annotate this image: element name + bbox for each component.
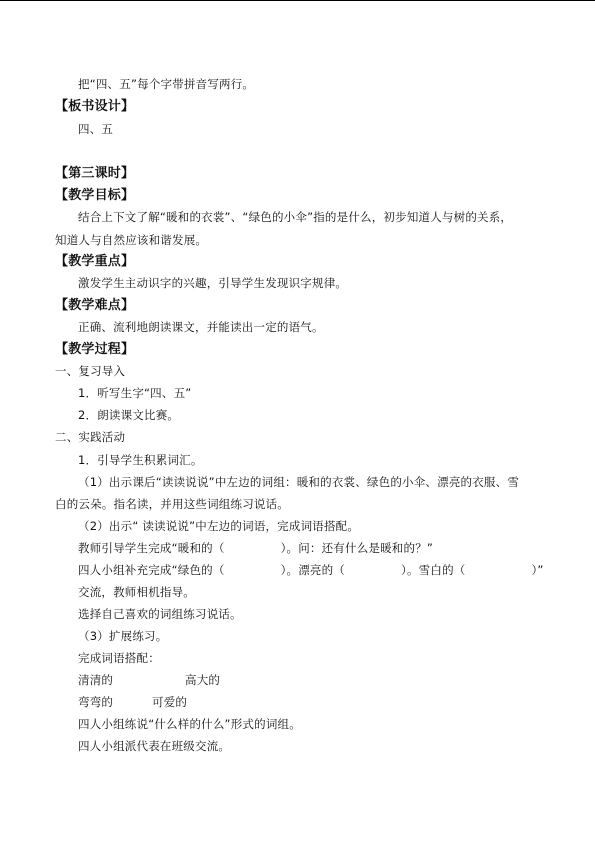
objectives-text-2: 知道人与自然应该和谐发展。 — [55, 233, 208, 247]
section-heading-objectives: 【教学目标】 — [55, 188, 135, 203]
group-line-part-3: ）。雪白的（ — [401, 563, 466, 577]
exchange-text: 交流，教师相机指导。 — [78, 585, 195, 599]
class-exchange-text: 四人小组派代表在班级交流。 — [78, 739, 231, 753]
word-keai: 可爱的 — [152, 695, 188, 709]
item-2-text: （2）出示“ 读读说说”中左边的词语，完成词语搭配。 — [78, 519, 360, 533]
section-heading-board-design: 【板书设计】 — [55, 99, 135, 114]
word-qingqing: 清清的 — [78, 673, 114, 687]
step-two-item-1: 1．引导学生积累词汇。 — [78, 453, 203, 467]
key-points-text: 激发学生主动识字的兴趣，引导学生发现识字规律。 — [78, 276, 348, 290]
step-one-item-2: 2．朗读课文比赛。 — [78, 408, 180, 422]
section-heading-process: 【教学过程】 — [55, 342, 135, 357]
matching-intro: 完成词语搭配： — [78, 651, 160, 665]
item-1-text-1: （1）出示课后“读读说说”中左边的词组：暖和的衣裳、绿色的小伞、漂亮的衣服、雪 — [78, 475, 520, 489]
guide-line — [78, 541, 433, 556]
group-line-end: ）” — [531, 563, 544, 577]
guide-line-end: ）。问：还有什么是暖和的？” — [280, 541, 434, 555]
page-top-border — [0, 0, 595, 1]
word-gaoda: 高大的 — [185, 673, 221, 687]
item-1-text-2: 白的云朵。指名读，并用这些词组练习说话。 — [55, 497, 289, 511]
group-line-part-2: ）。漂亮的（ — [280, 563, 346, 577]
item-3-text: （3）扩展练习。 — [78, 629, 168, 643]
section-heading-key-points: 【教学重点】 — [55, 254, 135, 269]
group-line — [78, 563, 544, 578]
section-heading-third-lesson: 【第三课时】 — [55, 166, 135, 181]
group-line-start: 四人小组补充完成“绿色的（ — [78, 563, 225, 577]
board-content: 四、五 — [78, 122, 114, 136]
homework-line: 把“四、五”每个字带拼音写两行。 — [78, 77, 255, 91]
step-two-heading: 二、实践活动 — [55, 430, 126, 444]
word-wanwan: 弯弯的 — [78, 695, 114, 709]
practice-text: 选择自己喜欢的词组练习说话。 — [78, 607, 242, 621]
section-heading-difficulties: 【教学难点】 — [55, 298, 135, 313]
difficulties-text: 正确、流利地朗读课文，并能读出一定的语气。 — [78, 320, 324, 334]
group-practice-text: 四人小组练说“什么样的什么”形式的词组。 — [78, 717, 301, 731]
step-one-item-1: 1．听写生字“四、五” — [78, 386, 192, 400]
step-one-heading: 一、复习导入 — [55, 364, 126, 378]
guide-line-start: 教师引导学生完成“暖和的（ — [78, 541, 225, 555]
objectives-text-1: 结合上下文了解“暖和的衣裳”、“绿色的小伞”指的是什么，初步知道人与树的关系， — [78, 210, 513, 224]
